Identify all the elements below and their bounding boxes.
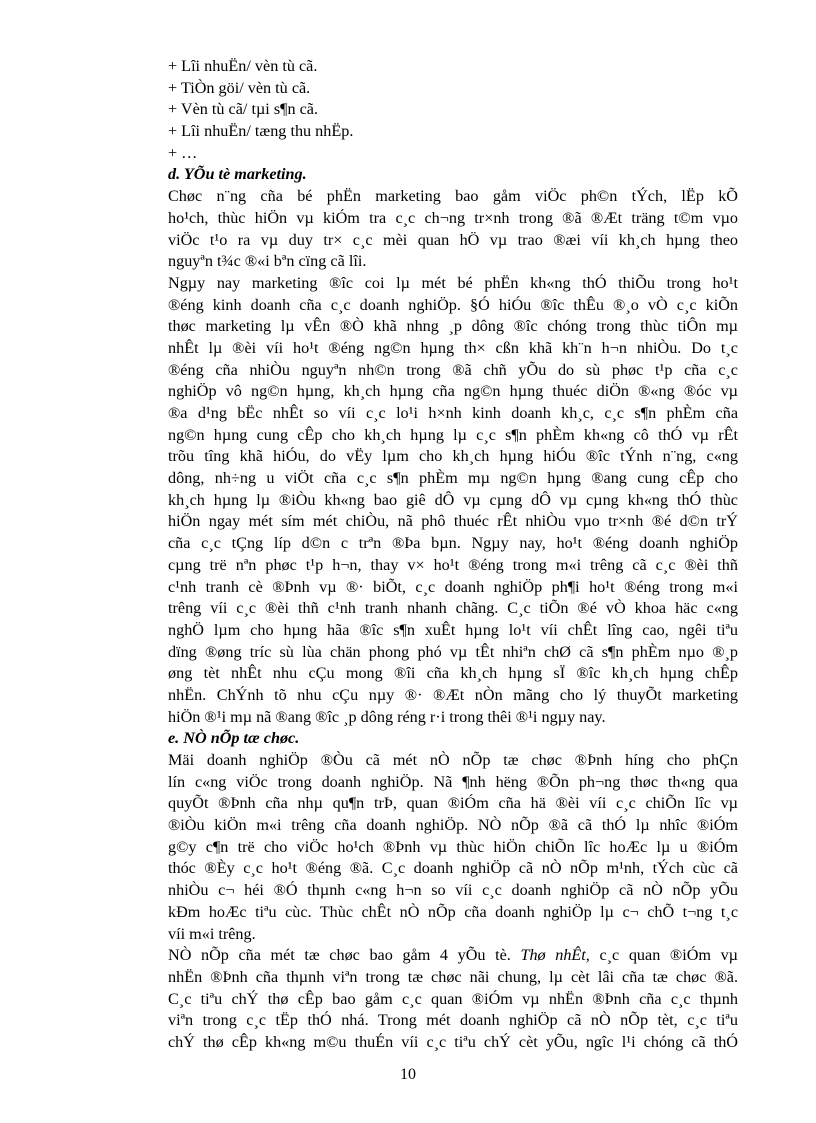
text-line: chÝ thø cÊp kh«ng m©u thuÉn víi c¸c tiªu chÝ cèt yÕu, ngîc l¹i chóng cã thÓ [168,1032,738,1051]
section-d-paragraph-2 [168,273,738,728]
text-line: dông, nh÷ng u viÖt cña c¸c s¶n phÈm mµ ng©n hµng ®ang cung cÊp cho [168,469,738,488]
bullet-item: + TiÒn göi/ vèn tù cã. [168,78,311,97]
bullet-item: + Lîi nhuËn/ vèn tù cã. [168,57,318,75]
text-line: thóc ®Èy c¸c ho¹t ®éng ®ã. C¸c doanh nghiÖp cã nÒ nÕp m¹nh, tÝch cùc cã [168,859,738,878]
text-line: trõu tîng khã hiÓu, do vËy lµm cho kh¸ch hµng hiÓu ®îc tÝnh n¨ng, c«ng [168,447,738,466]
text-line: c¹nh tranh cè ®Þnh vµ ®· biÕt, c¸c doanh nghiÖp ph¶i ho¹t ®éng trong m«i [168,577,738,596]
text-line: viÖc t¹o ra vµ duy tr× c¸c mèi quan hÖ vµ trao ®æi víi kh¸ch hµng theo [168,230,738,249]
text-line: nghiÖp vô ng©n hµng, kh¸ch hµng cña ng©n hµng thuéc diÖn ®«ng ®óc vµ [168,382,738,401]
text-line: cµng trë nªn phøc t¹p h¬n, thay v× ho¹t ®éng trong m«i trêng cã c¸c ®èi thñ [168,555,738,574]
text-span: c¸c quan ®iÓm vµ [599,946,739,965]
section-d-paragraph-1 [168,186,738,273]
text-line: nguyªn t¾c ®«i bªn cïng cã lîi. [168,252,367,271]
bullet-item: + … [168,143,198,162]
text-line: ho¹ch, thùc hiÖn vµ kiÓm tra c¸c ch¬ng tr×nh trong ®ã ®Æt träng t©m vµo [168,208,738,227]
text-line: C¸c tiªu chÝ thø cÊp bao gåm c¸c quan ®iÓm vµ nhËn ®Þnh cña c¸c thµnh [168,989,738,1008]
text-line: Chøc n¨ng cña bé phËn marketing bao gåm viÖc ph©n tÝch, lËp kÕ [168,187,738,206]
text-line: lín c«ng viÖc trong doanh nghiÖp. Nã ¶nh hëng ®Õn ph¬ng thøc th«ng qua [168,772,738,791]
bullet-item: + Lîi nhuËn/ tæng thu nhËp. [168,122,354,141]
text-line: ®éng kinh doanh cña c¸c doanh nghiÖp. §Ó hiÓu ®îc thÊu ®¸o vÒ c¸c kiÕn [168,295,738,314]
document-page [168,56,738,1054]
text-line: g©y c¶n trë cho viÖc ho¹ch ®Þnh vµ thùc hiÖn chiÕn lîc hoÆc lµ u ®iÓm [168,837,738,856]
text-line: nhiÒu c¬ héi ®Ó thµnh c«ng h¬n so víi c¸c doanh nghiÖp cã nÒ nÕp yÕu [168,881,738,900]
text-line [168,945,738,967]
text-line: Mäi doanh nghiÖp ®Òu cã mét nÒ nÕp tæ chøc ®Þnh híng cho phÇn [168,751,738,769]
page-number: 10 [400,1066,416,1083]
text-line: ng©n hµng cung cÊp cho kh¸ch hµng lµ c¸c s¶n phÈm kh«ng cô thÓ vµ rÊt [168,425,738,444]
text-line: víi m«i trêng. [168,924,256,943]
text-line: ®a d¹ng bËc nhÊt so víi c¸c lo¹i h×nh kinh doanh kh¸c, c¸c s¶n phÈm cña [168,404,738,422]
text-line: cña c¸c tÇng líp d©n c trªn ®Þa bµn. Ngµy nay, ho¹t ®éng doanh nghiÖp [168,534,738,553]
text-line: ®iÒu kiÖn m«i trêng cña doanh nghiÖp. NÒ nÕp ®ã cã thÓ lµ nhîc ®iÓm [168,816,738,835]
text-line: øng tèt nhÊt nhu cÇu mong ®îi cña kh¸ch hµng sÏ ®îc kh¸ch hµng chÊp [168,664,738,683]
section-d-heading: d. YÕu tè marketing. [168,165,307,184]
text-line: viªn trong c¸c tËp thÓ nhá. Trong mét doanh nghiÖp cã nÒ nÕp tèt, c¸c tiªu [168,1011,738,1030]
text-line: dïng ®øng tríc sù lùa chän phong phó vµ tÊt nhiªn chØ cã s¶n phÈm nµo ®¸p [168,642,738,661]
text-span: NÒ nÕp cña mét tæ chøc bao gåm 4 yÕu tè. [168,946,511,965]
text-line: thøc marketing lµ vÊn ®Ò khã nhng ¸p dông ®îc chóng trong thùc tiÔn mµ [168,317,738,336]
text-line: nhËn ®Þnh cña thµnh viªn trong tæ chøc nãi chung, lµ cèt lâi cña tæ chøc ®ã. [168,967,738,986]
bullet-item: + Vèn tù cã/ tµi s¶n cã. [168,100,319,119]
text-line: kh¸ch hµng lµ ®iÒu kh«ng bao giê dÔ vµ cµng dÔ vµ cµng kh«ng thÓ thùc [168,490,738,509]
section-e-paragraph-1 [168,750,738,945]
text-line: nhÊt lµ ®èi víi ho¹t ®éng ng©n hµng th× cßn khã kh¨n h¬n nhiÒu. Do t¸c [168,338,738,357]
text-line: kÐm hoÆc tiªu cùc. Thùc chÊt nÒ nÕp cña doanh nghiÖp lµ c¬ chÕ t¬ng t¸c [168,902,738,921]
text-line: trêng víi c¸c ®èi thñ c¹nh tranh nhanh chãng. C¸c tiÕn ®é vÒ khoa häc c«ng [168,599,738,618]
text-line: nghÖ lµm cho hµng hãa ®îc s¶n xuÊt hµng lo¹t víi chÊt lîng cao, ngêi tiªu [168,620,738,639]
text-line: quyÕt ®Þnh cña nhµ qu¶n trÞ, quan ®iÓm cña hä ®èi víi c¸c chiÕn lîc vµ [168,794,738,813]
section-e-heading: e. NÒ nÕp tæ chøc. [168,729,300,748]
text-line: hiÖn ngay mét sím mét chiÒu, nã phô thuéc rÊt nhiÒu vµo tr×nh ®é d©n trÝ [168,512,738,531]
italic-span: Thø nhÊt, [520,946,590,965]
bullet-list [168,56,738,164]
section-e-paragraph-2 [168,945,738,1053]
text-line: Ngµy nay marketing ®îc coi lµ mét bé phËn kh«ng thÓ thiÕu trong ho¹t [168,273,738,292]
text-line: hiÖn ®¹i mµ nã ®ang ®îc ¸p dông réng r·i trong thêi ®¹i ngµy nay. [168,707,606,726]
text-line: nhËn. ChÝnh tõ nhu cÇu nµy ®· ®Æt nÒn mãng cho lý thuyÕt marketing [168,685,738,704]
text-line: ®éng cña nhiÒu nguyªn nh©n trong ®ã chñ yÕu do sù phøc t¹p cña c¸c [168,360,738,379]
